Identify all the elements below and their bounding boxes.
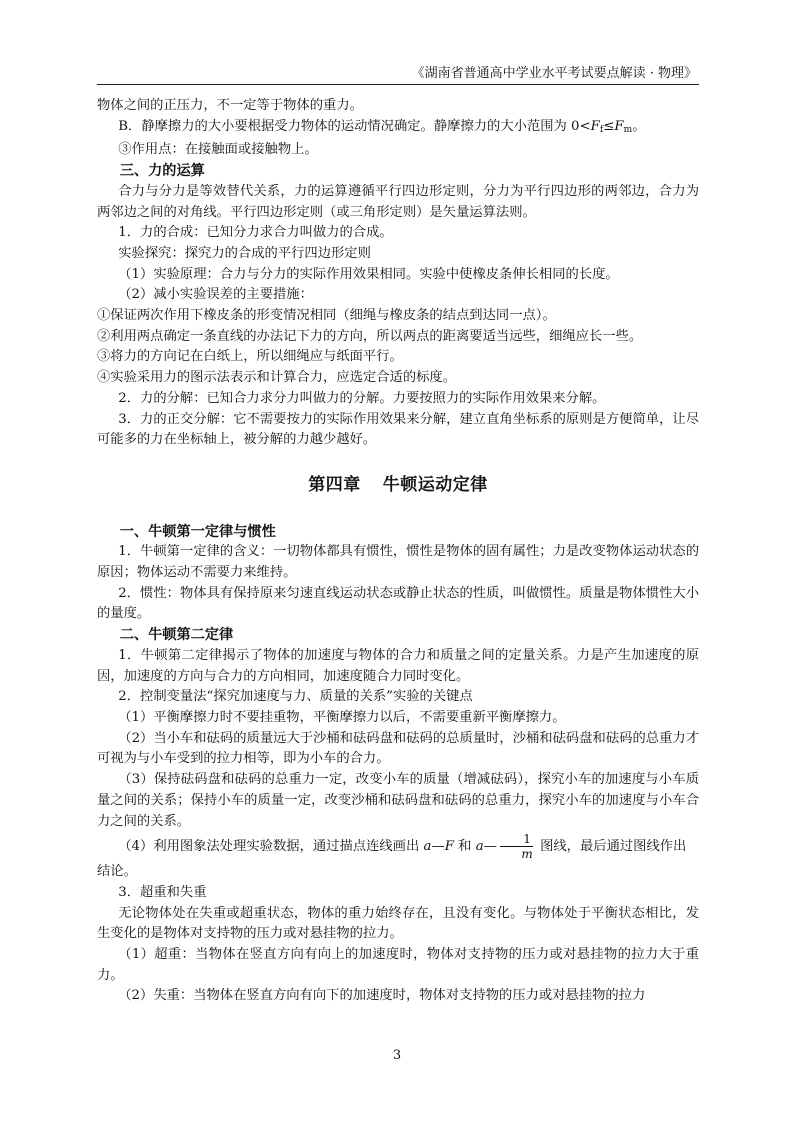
text-line: 2．力的分解：已知合力求分力叫做力的分解。力要按照力的实际作用效果来分解。 xyxy=(118,390,606,406)
paragraph: （2）当小车和砝码的质量远大于沙桶和砝码盘和砝码的总质量时，沙桶和砝码盘和砝码的总重力才可视为与小车受到的拉力相等，即为小车的合力。 xyxy=(97,730,699,767)
text-line: （2）减小实验误差的主要措施： xyxy=(118,287,313,303)
paragraph: 无论物体处在失重或超重状态，物体的重力始终存在，且没有变化。与物体处于平衡状态相比，发生变化的是物体对支持物的压力或对悬挂物的拉力。 xyxy=(97,905,699,942)
chapter-name: 牛顿运动定律 xyxy=(382,474,488,495)
text-line-static-friction: B．静摩擦力的大小要根据受力物体的运动情况确定。静摩擦力的大小范围为 $0<F_f\le F_m$。 xyxy=(118,118,646,135)
text-line: ④实验采用力的图示法表示和计算合力，应选定合适的标度。 xyxy=(97,370,457,386)
text-line: 1．力的合成：已知分力求合力叫做力的合成。 xyxy=(118,225,393,241)
text-line-graph-method: （4）利用图象法处理实验数据，通过描点连线画出 a—F 和 a— $\frac{1}{m}$ 图线，最后通过图线作出 xyxy=(118,832,687,862)
paragraph: 合力与分力是等效替代关系，力的运算遵循平行四边形定则，分力为平行四边形的两邻边，合力为两邻边之间的对角线。平行四边形定则（或三角形定则）是矢量运算法则。 xyxy=(97,183,699,220)
page-number: 3 xyxy=(392,1048,402,1063)
text-line: 2．控制变量法“探究加速度与力、质量的关系”实验的关键点 xyxy=(118,689,473,705)
paragraph: 3．力的正交分解：它不需要按力的实际作用效果来分解，建立直角坐标系的原则是方便简单，让尽可能多的力在坐标轴上，被分解的力越少越好。 xyxy=(97,411,699,448)
paragraph: （1）超重：当物体在竖直方向有向上的加速度时，物体对支持物的压力或对悬挂物的拉力大于重力。 xyxy=(97,947,699,983)
section-heading: 二、牛顿第二定律 xyxy=(119,627,234,644)
page-body xyxy=(97,96,699,1007)
text-line: 物体之间的正压力，不一定等于物体的重力。 xyxy=(97,98,363,113)
section-heading: 三、力的运算 xyxy=(119,163,205,180)
text-line: 实验探究：探究力的合成的平行四边形定则 xyxy=(118,245,371,261)
header-title: 《湖南省普通高中学业水平考试要点解读 · 物理》 xyxy=(411,66,697,81)
paragraph: 1．牛顿第一定律的含义：一切物体都具有惯性，惯性是物体的固有属性；力是改变物体运动状态的原因；物体运动不需要力来维持。 xyxy=(97,544,699,581)
text-line: （1）平衡摩擦力时不要挂重物，平衡摩擦力以后，不需要重新平衡摩擦力。 xyxy=(118,709,566,725)
chapter-title xyxy=(97,475,699,496)
paragraph: （3）保持砝码盘和砝码的总重力一定，改变小车的质量（增减砝码），探究小车的加速度与小车质量之间的关系；保持小车的质量一定，改变沙桶和砝码盘和砝码的总重力，探究小车的加速度与小车合力之间的关系。 xyxy=(97,772,699,829)
text-line: ①保证两次作用下橡皮条的形变情况相同（细绳与橡皮条的结点到达同一点）。 xyxy=(97,308,556,324)
page-header xyxy=(97,62,699,85)
text-line: （1）实验原理：合力与分力的实际作用效果相同。实验中使橡皮条伸长相同的长度。 xyxy=(118,266,619,282)
paragraph: 2．惯性：物体具有保持原来匀速直线运动状态或静止状态的性质，叫做惯性。质量是物体惯性大小的量度。 xyxy=(97,585,699,622)
fraction-one-over-m: $\frac{1}{m}$ xyxy=(500,833,533,860)
text-line: （2）失重：当物体在竖直方向有向下的加速度时，物体对支持物的压力或对悬挂物的拉力 xyxy=(118,988,646,1004)
text-line: ②利用两点确定一条直线的办法记下力的方向，所以两点的距离要适当远些，细绳应长一些。 xyxy=(97,328,643,344)
paragraph: 1．牛顿第二定律揭示了物体的加速度与物体的合力和质量之间的定量关系。力是产生加速度的原因，加速度的方向与合力的方向相同，加速度随合力同时变化。 xyxy=(97,647,699,684)
text-line: ③作用点：在接触面或接触物上。 xyxy=(118,142,318,158)
text-line: 3．超重和失重 xyxy=(118,884,207,900)
section-heading: 一、牛顿第一定律与惯性 xyxy=(119,523,276,540)
text-line: 结论。 xyxy=(97,864,137,880)
chapter-number: 第四章 xyxy=(308,474,361,495)
text-line: ③将力的方向记在白纸上，所以细绳应与纸面平行。 xyxy=(97,349,403,365)
